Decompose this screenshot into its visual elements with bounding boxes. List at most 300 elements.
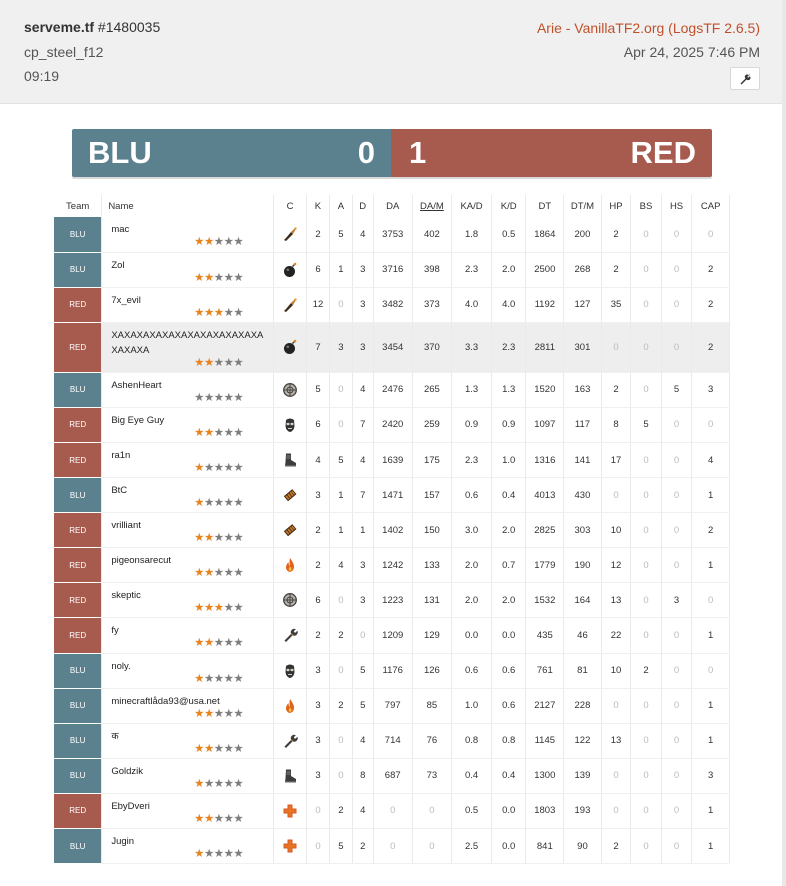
player-cell[interactable]: [102, 252, 274, 287]
player-row[interactable]: [54, 407, 730, 442]
stat-bs: 0: [631, 829, 662, 864]
stat-kd: 1.0: [491, 442, 526, 477]
stat-dam: 131: [412, 583, 452, 618]
team-badge: BLU: [54, 758, 102, 793]
stat-dtm: 117: [564, 407, 602, 442]
team-badge: RED: [54, 793, 102, 828]
stat-da: 2476: [373, 372, 412, 407]
stat-hs: 0: [661, 793, 692, 828]
player-cell[interactable]: [102, 829, 274, 864]
column-header-cap[interactable]: CAP: [692, 195, 730, 217]
stat-bs: 0: [631, 793, 662, 828]
player-row[interactable]: [54, 217, 730, 252]
stat-dam: 76: [412, 723, 452, 758]
team-badge: RED: [54, 322, 102, 372]
player-name[interactable]: Goldzik: [111, 765, 143, 777]
stat-dtm: 141: [564, 442, 602, 477]
uploader-link[interactable]: Arie - VanillaTF2.org (LogsTF 2.6.5): [536, 20, 760, 36]
player-cell[interactable]: [102, 583, 274, 618]
player-name[interactable]: 7x_evil: [111, 294, 141, 306]
stat-d: 3: [352, 548, 373, 583]
stat-a: 2: [330, 688, 352, 723]
stat-dtm: 430: [564, 478, 602, 513]
stat-hs: 0: [661, 513, 692, 548]
tools-button[interactable]: [730, 67, 760, 90]
star-icon: ★: [194, 426, 204, 439]
stat-a: 0: [330, 372, 352, 407]
stat-a: 5: [330, 442, 352, 477]
star-icon: ★: [213, 271, 224, 284]
player-row[interactable]: [54, 287, 730, 322]
player-cell[interactable]: [102, 688, 274, 723]
stat-kd: 4.0: [491, 287, 526, 322]
stat-da: 1176: [373, 653, 412, 688]
stat-dtm: 139: [564, 758, 602, 793]
stat-kd: 0.7: [491, 548, 526, 583]
player-name[interactable]: vrilliant: [111, 520, 141, 532]
stat-d: 7: [352, 407, 373, 442]
column-header-a[interactable]: A: [330, 195, 352, 217]
stat-hp: 2: [601, 372, 631, 407]
player-rating-stars: [111, 603, 269, 613]
stat-k: 6: [306, 252, 329, 287]
stat-bs: 0: [631, 583, 662, 618]
spy-mask-icon: [274, 417, 306, 433]
stat-dam: 259: [412, 407, 452, 442]
stat-cap: 0: [692, 217, 730, 252]
star-icon: ★: [194, 461, 204, 474]
stat-da: 2420: [373, 407, 412, 442]
stat-kd: 0.8: [491, 723, 526, 758]
stat-bs: 0: [631, 442, 662, 477]
stat-d: 7: [352, 478, 373, 513]
stat-da: 797: [373, 688, 412, 723]
stat-a: 0: [330, 653, 352, 688]
stat-d: 3: [352, 252, 373, 287]
stat-k: 3: [306, 758, 329, 793]
stat-dam: 126: [412, 653, 452, 688]
stat-a: 2: [330, 618, 352, 653]
player-rating-stars: [111, 237, 269, 247]
player-name[interactable]: skeptic: [111, 590, 141, 602]
stat-bs: 0: [631, 513, 662, 548]
star-icon: ★: [213, 707, 224, 720]
column-header-team[interactable]: Team: [54, 195, 102, 217]
stat-cap: 3: [692, 758, 730, 793]
stat-d: 4: [352, 372, 373, 407]
stat-d: 1: [352, 513, 373, 548]
stat-d: 2: [352, 829, 373, 864]
player-name[interactable]: Zol: [111, 259, 125, 271]
column-header-name[interactable]: Name: [102, 195, 274, 217]
stat-kad: 2.5: [452, 829, 492, 864]
star-icon: ★: [233, 567, 244, 580]
player-row[interactable]: [54, 548, 730, 583]
star-icon: ★: [223, 391, 234, 404]
class-cell: [274, 723, 307, 758]
player-name[interactable]: ra1n: [111, 449, 131, 461]
team-badge: BLU: [54, 829, 102, 864]
stat-cap: 0: [692, 653, 730, 688]
blu-score: 0: [357, 135, 375, 170]
stat-kd: 2.0: [491, 252, 526, 287]
stat-dt: 1864: [526, 217, 564, 252]
stat-hp: 0: [601, 322, 631, 372]
scout-shoe-icon: [274, 452, 306, 468]
stat-hp: 0: [601, 758, 631, 793]
stat-dtm: 200: [564, 217, 602, 252]
star-icon: ★: [223, 848, 234, 860]
star-icon: ★: [223, 742, 234, 755]
star-icon: ★: [213, 742, 224, 755]
star-icon: ★: [194, 672, 204, 685]
star-icon: ★: [223, 497, 234, 510]
player-name[interactable]: Big Eye Guy: [111, 414, 165, 426]
log-source: serveme.tf: [24, 19, 95, 35]
scoreboard: [72, 129, 712, 177]
class-cell: [274, 618, 307, 653]
stat-bs: 0: [631, 217, 662, 252]
column-header-hs[interactable]: HS: [661, 195, 692, 217]
player-row[interactable]: [54, 618, 730, 653]
stat-hp: 22: [601, 618, 631, 653]
stat-dt: 761: [526, 653, 564, 688]
stat-k: 0: [306, 793, 329, 828]
star-icon: ★: [194, 391, 204, 404]
player-cell[interactable]: [102, 478, 274, 513]
stat-hp: 8: [601, 407, 631, 442]
star-icon: ★: [194, 306, 204, 319]
stat-k: 6: [306, 583, 329, 618]
stat-d: 8: [352, 758, 373, 793]
stat-cap: 1: [692, 723, 730, 758]
star-icon: ★: [203, 532, 214, 545]
class-cell: [274, 287, 307, 322]
blu-score-panel: [72, 129, 391, 177]
player-cell[interactable]: [102, 322, 274, 372]
class-cell: [274, 793, 307, 828]
stat-kd: 2.0: [491, 513, 526, 548]
star-icon: ★: [223, 707, 234, 720]
star-icon: ★: [213, 356, 224, 369]
player-rating-stars: [111, 849, 269, 859]
stat-hs: 0: [661, 548, 692, 583]
star-icon: ★: [194, 777, 204, 790]
column-header-class[interactable]: C: [274, 195, 307, 217]
column-header-hp[interactable]: HP: [601, 195, 631, 217]
stat-dt: 1300: [526, 758, 564, 793]
map-name: cp_steel_f12: [24, 44, 104, 60]
player-name[interactable]: mac: [111, 224, 130, 235]
star-icon: ★: [194, 848, 204, 860]
player-row[interactable]: [54, 688, 730, 723]
column-header-dam[interactable]: DA/M: [412, 195, 452, 217]
player-row[interactable]: [54, 322, 730, 372]
star-icon: ★: [223, 637, 234, 650]
scrollbar[interactable]: [782, 0, 786, 886]
team-badge: BLU: [54, 723, 102, 758]
column-header-dtm[interactable]: DT/M: [564, 195, 602, 217]
team-badge: RED: [54, 287, 102, 322]
player-cell[interactable]: [102, 758, 274, 793]
player-row[interactable]: [54, 723, 730, 758]
stat-dt: 2127: [526, 688, 564, 723]
player-row[interactable]: [54, 793, 730, 828]
player-name[interactable]: XAXAXAXAXAXAXAXAXAXAXAXAXAXAXA: [111, 329, 264, 356]
stat-dam: 398: [412, 252, 452, 287]
heavy-ammo-icon: [274, 522, 306, 538]
player-cell[interactable]: [102, 653, 274, 688]
stat-d: 5: [352, 688, 373, 723]
player-row[interactable]: [54, 252, 730, 287]
stat-da: 3753: [373, 217, 412, 252]
class-cell: [274, 548, 307, 583]
star-icon: ★: [233, 356, 244, 369]
star-icon: ★: [223, 236, 234, 248]
team-badge: RED: [54, 618, 102, 653]
star-icon: ★: [213, 426, 224, 439]
class-cell: [274, 513, 307, 548]
stat-hp: 0: [601, 688, 631, 723]
stat-k: 2: [306, 618, 329, 653]
class-cell: [274, 407, 307, 442]
player-rating-stars: [111, 393, 269, 403]
class-cell: [274, 442, 307, 477]
player-name[interactable]: pigeonsarecut: [111, 555, 171, 567]
player-rating-stars: [111, 273, 269, 283]
blu-team-label: BLU: [88, 135, 152, 170]
stat-d: 4: [352, 442, 373, 477]
class-cell: [274, 217, 307, 252]
player-row[interactable]: [54, 478, 730, 513]
stat-dam: 73: [412, 758, 452, 793]
stat-kad: 0.6: [452, 478, 492, 513]
stat-kd: 0.6: [491, 688, 526, 723]
stat-bs: 2: [631, 653, 662, 688]
stat-da: 1471: [373, 478, 412, 513]
stat-bs: 0: [631, 322, 662, 372]
star-icon: ★: [223, 672, 234, 685]
column-header-k[interactable]: K: [306, 195, 329, 217]
stat-da: 0: [373, 829, 412, 864]
player-name[interactable]: Jugin: [111, 836, 135, 847]
star-icon: ★: [233, 426, 244, 439]
stat-hs: 0: [661, 723, 692, 758]
engineer-wrench-icon: [274, 733, 306, 749]
stat-k: 2: [306, 513, 329, 548]
stat-hs: 0: [661, 322, 692, 372]
player-name[interactable]: fy: [111, 625, 119, 637]
stat-dt: 1145: [526, 723, 564, 758]
star-icon: ★: [194, 602, 204, 615]
star-icon: ★: [223, 567, 234, 580]
player-rating-stars: [111, 779, 269, 789]
stat-hp: 2: [601, 829, 631, 864]
stat-dt: 1803: [526, 793, 564, 828]
medic-cross-icon: [274, 803, 306, 819]
player-name[interactable]: noly.: [111, 660, 131, 672]
star-icon: ★: [233, 532, 244, 545]
team-badge: BLU: [54, 372, 102, 407]
star-icon: ★: [233, 306, 244, 319]
player-cell[interactable]: [102, 618, 274, 653]
star-icon: ★: [233, 271, 244, 284]
star-icon: ★: [233, 812, 244, 825]
stat-k: 6: [306, 407, 329, 442]
stat-hp: 35: [601, 287, 631, 322]
player-cell[interactable]: [102, 442, 274, 477]
stat-hs: 3: [661, 583, 692, 618]
player-row[interactable]: [54, 758, 730, 793]
star-icon: ★: [213, 672, 224, 685]
stat-kad: 2.3: [452, 442, 492, 477]
player-cell[interactable]: [102, 793, 274, 828]
stat-hp: 0: [601, 793, 631, 828]
stat-kad: 0.8: [452, 723, 492, 758]
star-icon: ★: [213, 602, 224, 615]
stat-dtm: 164: [564, 583, 602, 618]
player-cell[interactable]: [102, 287, 274, 322]
column-header-dt[interactable]: DT: [526, 195, 564, 217]
player-name[interactable]: क: [111, 730, 119, 742]
stat-k: 3: [306, 653, 329, 688]
player-row[interactable]: [54, 829, 730, 864]
player-name[interactable]: minecraftlåda93@usa.net: [111, 695, 220, 707]
column-header-kad[interactable]: KA/D: [452, 195, 492, 217]
stat-a: 1: [330, 478, 352, 513]
stat-k: 3: [306, 478, 329, 513]
star-icon: ★: [233, 777, 244, 790]
stat-dt: 435: [526, 618, 564, 653]
sniper-scope-icon: [274, 592, 306, 608]
player-cell[interactable]: [102, 548, 274, 583]
match-date: Apr 24, 2025 7:46 PM: [623, 44, 760, 60]
stat-dam: 402: [412, 217, 452, 252]
stat-k: 7: [306, 322, 329, 372]
stat-da: 714: [373, 723, 412, 758]
star-icon: ★: [233, 637, 244, 650]
player-name[interactable]: EbyDveri: [111, 800, 150, 812]
player-row[interactable]: [54, 583, 730, 618]
stat-a: 0: [330, 583, 352, 618]
stat-kad: 3.0: [452, 513, 492, 548]
stat-k: 12: [306, 287, 329, 322]
player-rating-stars: [111, 674, 269, 684]
stat-dt: 4013: [526, 478, 564, 513]
stat-kd: 0.0: [491, 618, 526, 653]
log-header: [0, 0, 782, 104]
stat-cap: 1: [692, 478, 730, 513]
class-cell: [274, 252, 307, 287]
stat-k: 3: [306, 688, 329, 723]
star-icon: ★: [194, 236, 204, 248]
star-icon: ★: [223, 306, 234, 319]
sniper-scope-icon: [274, 382, 306, 398]
star-icon: ★: [223, 532, 234, 545]
pyro-flame-icon: [274, 698, 306, 714]
stat-kad: 0.6: [452, 653, 492, 688]
stat-kad: 1.3: [452, 372, 492, 407]
scout-shoe-icon: [274, 768, 306, 784]
player-row[interactable]: [54, 442, 730, 477]
player-cell[interactable]: [102, 723, 274, 758]
stat-kad: 3.3: [452, 322, 492, 372]
class-cell: [274, 758, 307, 793]
star-icon: ★: [233, 742, 244, 755]
player-cell[interactable]: [102, 407, 274, 442]
stat-dam: 370: [412, 322, 452, 372]
stat-cap: 1: [692, 688, 730, 723]
player-row[interactable]: [54, 513, 730, 548]
player-rating-stars: [111, 709, 269, 719]
column-header-bs[interactable]: BS: [631, 195, 662, 217]
stat-a: 5: [330, 829, 352, 864]
red-team-label: RED: [630, 135, 696, 170]
stat-bs: 0: [631, 548, 662, 583]
stat-hs: 0: [661, 829, 692, 864]
player-rating-stars: [111, 568, 269, 578]
player-rating-stars: [111, 358, 269, 368]
player-row[interactable]: [54, 653, 730, 688]
star-icon: ★: [203, 391, 214, 404]
log-id: #1480035: [94, 19, 161, 35]
star-icon: ★: [203, 426, 214, 439]
star-icon: ★: [194, 497, 204, 510]
star-icon: ★: [233, 461, 244, 474]
stat-hp: 12: [601, 548, 631, 583]
star-icon: ★: [223, 461, 234, 474]
column-header-kd[interactable]: K/D: [491, 195, 526, 217]
stat-k: 2: [306, 548, 329, 583]
player-cell[interactable]: [102, 217, 274, 252]
star-icon: ★: [194, 532, 204, 545]
team-badge: BLU: [54, 688, 102, 723]
column-header-da[interactable]: DA: [373, 195, 412, 217]
column-header-d[interactable]: D: [352, 195, 373, 217]
stat-da: 687: [373, 758, 412, 793]
star-icon: ★: [223, 777, 234, 790]
star-icon: ★: [213, 461, 224, 474]
match-duration: 09:19: [24, 68, 60, 84]
stat-a: 0: [330, 723, 352, 758]
stat-d: 4: [352, 723, 373, 758]
stat-hs: 0: [661, 407, 692, 442]
player-name[interactable]: BtC: [111, 485, 128, 497]
stat-a: 4: [330, 548, 352, 583]
player-cell[interactable]: [102, 372, 274, 407]
stat-k: 4: [306, 442, 329, 477]
heavy-ammo-icon: [274, 487, 306, 503]
stat-bs: 0: [631, 252, 662, 287]
player-rating-stars: [111, 428, 269, 438]
stat-bs: 0: [631, 688, 662, 723]
player-row[interactable]: [54, 372, 730, 407]
stat-k: 0: [306, 829, 329, 864]
star-icon: ★: [213, 391, 224, 404]
star-icon: ★: [233, 236, 244, 248]
star-icon: ★: [233, 707, 244, 720]
stat-hp: 10: [601, 513, 631, 548]
star-icon: ★: [203, 602, 214, 615]
stat-d: 3: [352, 583, 373, 618]
player-name[interactable]: AshenHeart: [111, 379, 162, 391]
star-icon: ★: [223, 271, 234, 284]
stat-hs: 0: [661, 442, 692, 477]
player-cell[interactable]: [102, 513, 274, 548]
star-icon: ★: [203, 742, 214, 755]
stat-hs: 0: [661, 688, 692, 723]
stat-kad: 0.9: [452, 407, 492, 442]
